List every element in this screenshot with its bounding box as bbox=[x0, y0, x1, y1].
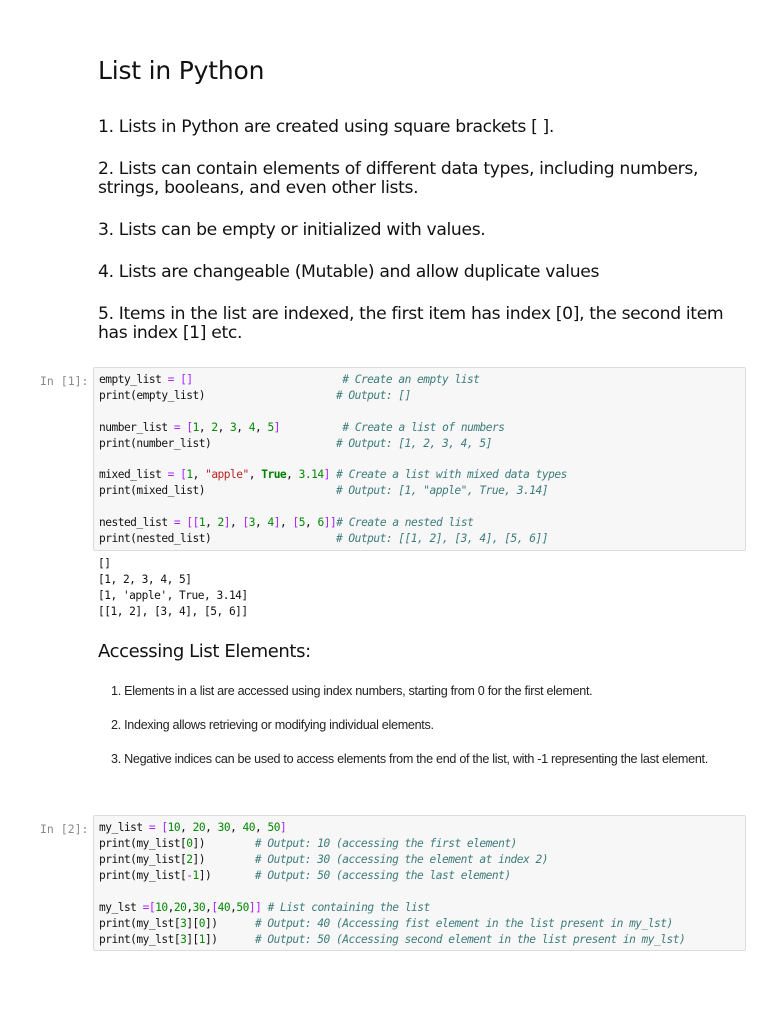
access-item bbox=[111, 680, 721, 702]
code-token: = bbox=[167, 373, 174, 386]
code-line bbox=[99, 420, 745, 436]
code-token: print(nested_list) bbox=[99, 531, 336, 545]
code-token: ]) bbox=[198, 869, 255, 882]
code-token: ][ bbox=[186, 932, 199, 946]
code-token: 1 bbox=[192, 420, 199, 434]
code-blank-line bbox=[99, 452, 745, 468]
intro-item: 4. Lists are changeable (Mutable) and allow duplicate values bbox=[98, 262, 600, 282]
access-item-text: 1. Elements in a list are accessed using index numbers, starting from 0 for the first element. bbox=[111, 684, 593, 698]
code-token: , bbox=[255, 515, 268, 529]
code-token: 10 bbox=[167, 821, 181, 834]
code-token: 40 bbox=[217, 900, 231, 914]
access-item-text: 2. Indexing allows retrieving or modifying individual elements. bbox=[111, 718, 434, 732]
code-token: , bbox=[280, 515, 293, 529]
section-heading: Accessing List Elements: bbox=[98, 641, 311, 662]
code-token: [ bbox=[161, 821, 168, 834]
code-line bbox=[99, 436, 745, 452]
code-token: my_lst bbox=[99, 900, 143, 914]
code-token: print(mixed_list) bbox=[99, 484, 336, 497]
code-token: 0 bbox=[186, 837, 193, 850]
intro-item: 5. Items in the list are indexed, the first item has index [0], the second item has index [1] etc. bbox=[98, 304, 724, 343]
code-token: 50 bbox=[267, 821, 280, 834]
code-token: 3 bbox=[180, 916, 187, 930]
code-token: , bbox=[192, 468, 206, 481]
code-token: 1 bbox=[198, 515, 206, 529]
code-token: 30 bbox=[192, 900, 206, 914]
code-token: print(my_list[ bbox=[99, 869, 187, 882]
output-line: [1, 'apple', True, 3.14] bbox=[98, 589, 248, 602]
code-token: [ bbox=[211, 900, 218, 914]
code-token: # Output: 50 (Accessing second element in the list present in my_lst) bbox=[254, 932, 686, 946]
code-line bbox=[99, 932, 745, 948]
code-token: print(number_list) bbox=[99, 436, 336, 450]
code-token: # Output: 50 (accessing the last element) bbox=[254, 869, 511, 882]
code-token bbox=[280, 421, 342, 434]
access-item bbox=[111, 714, 721, 736]
code-token: # Output: [1, "apple", True, 3.14] bbox=[335, 484, 548, 497]
code-token: # Output: [[1, 2], [3, 4], [5, 6]] bbox=[335, 531, 548, 545]
code-token: , bbox=[286, 468, 299, 481]
intro-item: 2. Lists can contain elements of different data types, including numbers, strings, booleans, and even other lists. bbox=[98, 159, 699, 198]
code-token: , bbox=[205, 821, 218, 834]
code-token: ] bbox=[280, 821, 287, 834]
code-token: 2 bbox=[211, 420, 218, 434]
code-token: , bbox=[255, 821, 268, 834]
code-token: = bbox=[167, 468, 174, 481]
code-token: 2 bbox=[217, 515, 224, 529]
code-token: 5 bbox=[267, 420, 274, 434]
code-token: 3.14 bbox=[298, 468, 324, 481]
access-item-text: 3. Negative indices can be used to access elements from the end of the list, with -1 representing the last element. bbox=[111, 752, 708, 766]
code-token: "apple" bbox=[205, 468, 249, 481]
code-token: = bbox=[148, 821, 156, 834]
code-token: ] bbox=[273, 515, 281, 529]
code-line bbox=[99, 388, 745, 404]
code-token: [ bbox=[180, 468, 187, 481]
code-token: ]) bbox=[205, 916, 255, 930]
code-token: 1 bbox=[192, 869, 199, 882]
code-line bbox=[99, 372, 745, 388]
code-token: 3 bbox=[230, 420, 237, 434]
code-token: = bbox=[142, 900, 149, 914]
code-line bbox=[99, 900, 745, 916]
code-token: , bbox=[180, 821, 193, 834]
code-token: print(my_lst[ bbox=[99, 916, 181, 930]
code-token: [ bbox=[186, 420, 193, 434]
code-token: print(my_lst[ bbox=[99, 932, 181, 946]
code-token: 1 bbox=[186, 468, 193, 481]
code-token: 2 bbox=[186, 853, 193, 866]
code-token: True bbox=[261, 468, 287, 481]
code-line bbox=[99, 467, 745, 483]
code-token: print(my_list[ bbox=[99, 837, 187, 850]
code-line bbox=[99, 836, 745, 852]
code-token: # Create a list with mixed data types bbox=[336, 468, 567, 481]
code-token: 40 bbox=[242, 821, 256, 834]
code-cell-1[interactable] bbox=[93, 367, 746, 551]
code-token: # Create a nested list bbox=[336, 515, 474, 529]
code-token: 10 bbox=[155, 900, 168, 914]
code-blank-line bbox=[99, 884, 745, 900]
code-token: 4 bbox=[267, 515, 274, 529]
code-token: , bbox=[255, 420, 268, 434]
code-token bbox=[193, 373, 343, 386]
cell-prompt: In [1]: bbox=[40, 374, 89, 388]
code-token: 5 bbox=[298, 515, 305, 529]
access-item bbox=[111, 748, 721, 770]
code-token: , bbox=[230, 821, 243, 834]
code-line bbox=[99, 483, 745, 499]
intro-item: 3. Lists can be empty or initialized with values. bbox=[98, 220, 486, 240]
code-token: , bbox=[230, 900, 237, 914]
code-token: [[ bbox=[186, 515, 199, 529]
code-line bbox=[99, 515, 745, 531]
code-token: 20 bbox=[192, 821, 206, 834]
code-token: # Output: 40 (Accessing fist element in the list present in my_lst) bbox=[254, 916, 673, 930]
code-token: # Create a list of numbers bbox=[342, 420, 505, 434]
code-token: print(empty_list) bbox=[99, 389, 336, 402]
code-token: ]) bbox=[205, 932, 255, 946]
code-line bbox=[99, 868, 745, 884]
access-list bbox=[111, 680, 721, 770]
code-token: nested_list bbox=[99, 515, 174, 529]
code-token: # List containing the list bbox=[267, 900, 430, 914]
code-token: ]] bbox=[323, 515, 337, 529]
code-token: # Output: [] bbox=[335, 389, 411, 402]
code-token: , bbox=[248, 468, 262, 481]
code-token: , bbox=[205, 515, 218, 529]
code-token: mixed_list bbox=[99, 468, 168, 481]
code-token: , bbox=[217, 420, 231, 434]
output-line: [[1, 2], [3, 4], [5, 6]] bbox=[98, 605, 248, 618]
code-token: 6 bbox=[317, 515, 324, 529]
page-title: List in Python bbox=[98, 56, 265, 85]
code-token: ] bbox=[273, 420, 281, 434]
code-token: # Output: 30 (accessing the element at index 2) bbox=[254, 853, 548, 866]
code-token: , bbox=[205, 900, 212, 914]
code-token: my_list bbox=[99, 821, 149, 834]
intro-list bbox=[98, 118, 738, 343]
code-token: 50 bbox=[236, 900, 249, 914]
code-token: ]) bbox=[192, 853, 255, 866]
code-token: , bbox=[236, 420, 249, 434]
code-token: , bbox=[305, 515, 318, 529]
code-line bbox=[99, 531, 745, 547]
code-blank-line bbox=[99, 499, 745, 515]
code-editor[interactable] bbox=[94, 816, 745, 948]
code-token: , bbox=[198, 420, 212, 434]
code-token: [ bbox=[242, 515, 249, 529]
intro-item: 1. Lists in Python are created using square brackets [ ]. bbox=[98, 117, 555, 137]
code-line bbox=[99, 916, 745, 932]
code-token: = bbox=[173, 420, 181, 434]
code-token: ][ bbox=[186, 916, 199, 930]
code-line bbox=[99, 852, 745, 868]
cell-output-1 bbox=[98, 556, 248, 620]
output-line: [1, 2, 3, 4, 5] bbox=[98, 573, 192, 586]
code-token: [] bbox=[180, 373, 193, 386]
code-token: number_list bbox=[99, 420, 174, 434]
code-token: # Create an empty list bbox=[342, 373, 480, 386]
code-token: = bbox=[173, 515, 181, 529]
code-token: , bbox=[186, 900, 193, 914]
code-token: ] bbox=[223, 515, 231, 529]
output-line: [] bbox=[98, 557, 111, 570]
code-token: - bbox=[186, 869, 193, 882]
code-token: empty_list bbox=[99, 373, 168, 386]
cell-prompt: In [2]: bbox=[40, 822, 89, 836]
code-blank-line bbox=[99, 404, 745, 420]
code-token: [ bbox=[292, 515, 299, 529]
code-token: # Output: [1, 2, 3, 4, 5] bbox=[335, 436, 492, 450]
code-token: 30 bbox=[217, 821, 231, 834]
code-editor[interactable] bbox=[94, 368, 745, 547]
code-token: print(my_list[ bbox=[99, 853, 187, 866]
code-line bbox=[99, 820, 745, 836]
code-token: # Output: 10 (accessing the first element) bbox=[254, 837, 517, 850]
code-token: 0 bbox=[198, 916, 206, 930]
code-token: 4 bbox=[248, 420, 256, 434]
code-token: 20 bbox=[173, 900, 187, 914]
code-token: ] bbox=[323, 468, 330, 481]
code-token: ]] bbox=[248, 900, 262, 914]
code-cell-2[interactable] bbox=[93, 815, 746, 951]
code-token: [ bbox=[148, 900, 156, 914]
code-token: 3 bbox=[180, 932, 187, 946]
code-token: , bbox=[167, 900, 174, 914]
code-token: 1 bbox=[198, 932, 206, 946]
code-token: 3 bbox=[248, 515, 256, 529]
code-token: , bbox=[230, 515, 243, 529]
code-token: ]) bbox=[192, 837, 255, 850]
